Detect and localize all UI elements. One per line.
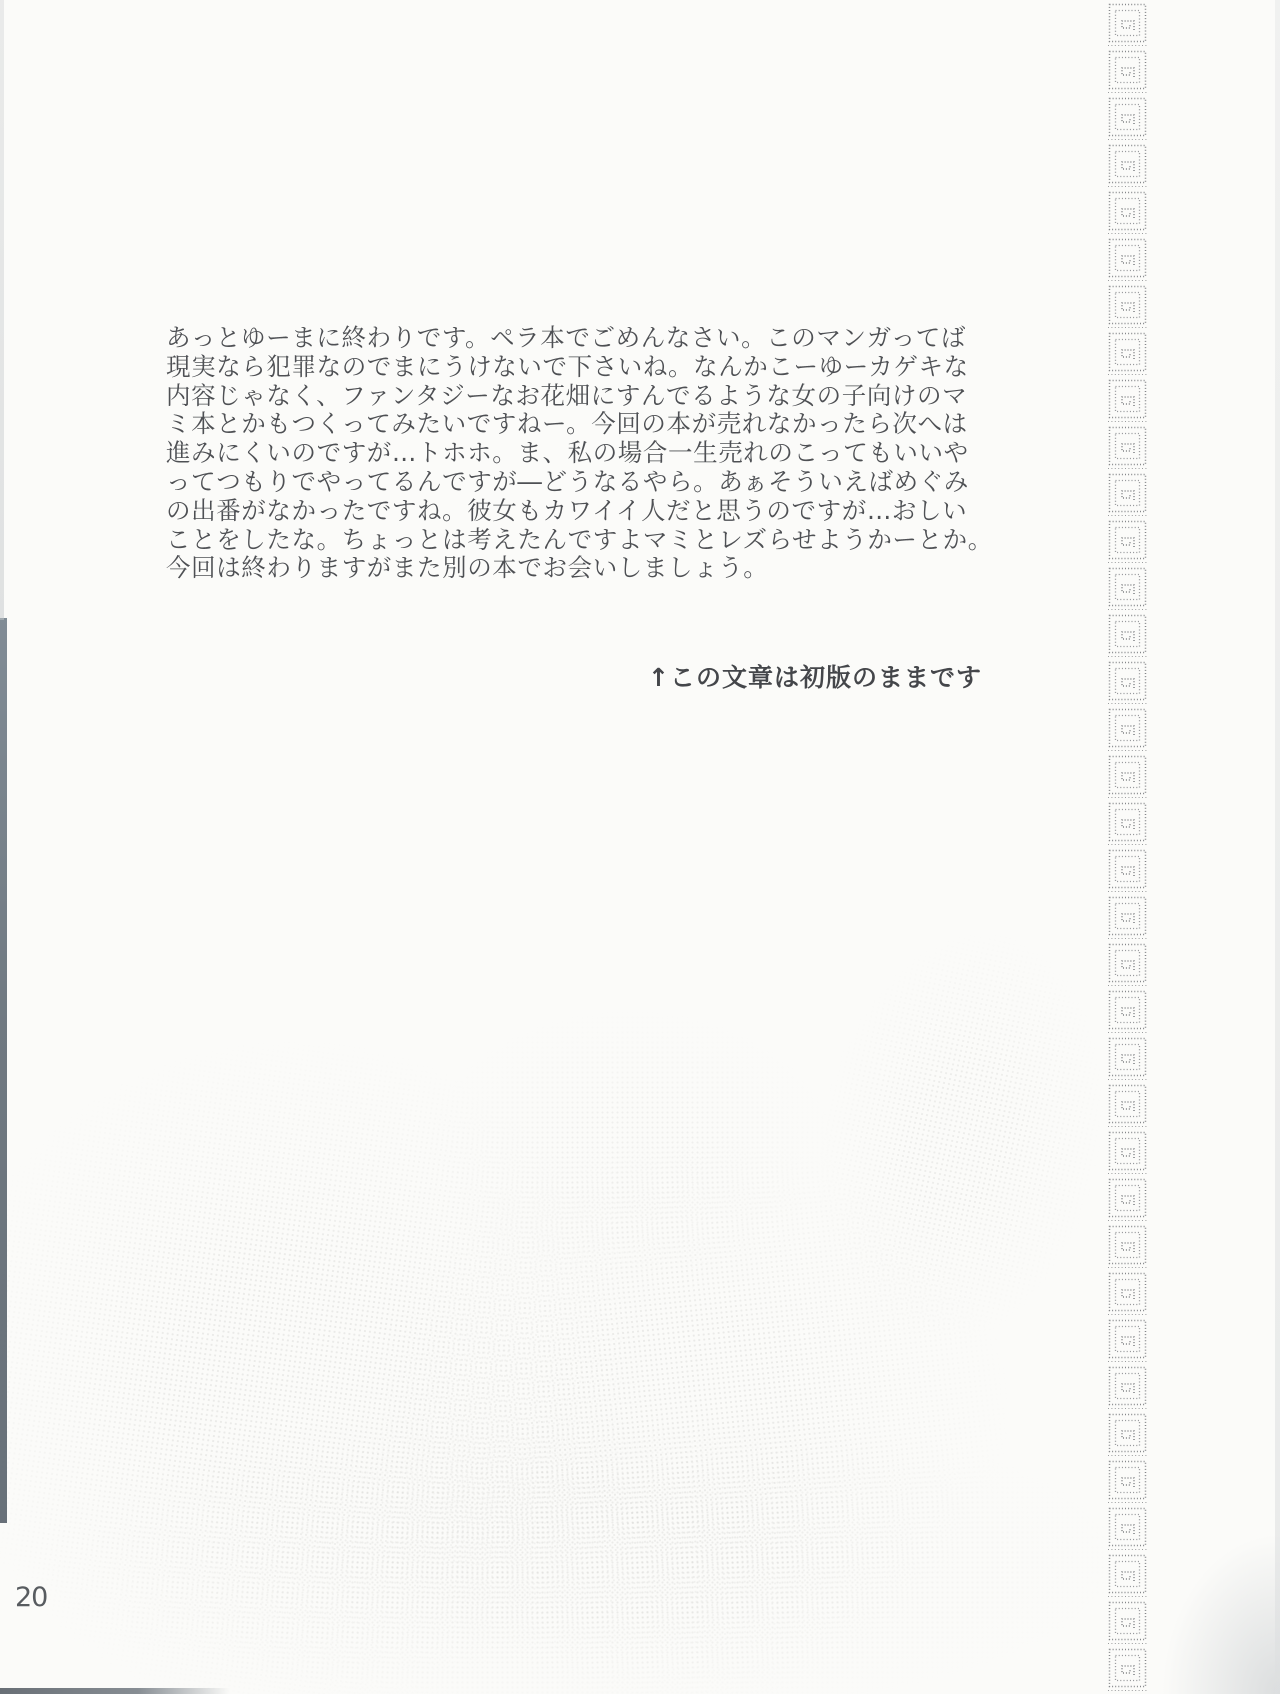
afterword-line: ってつもりでやってるんですが―どうなるやら。あぁそういえばめぐみ [166, 466, 969, 496]
afterword-line: ことをしたな。ちょっとは考えたんですよマミとレズらせようかーとか。 [166, 524, 993, 554]
afterword-line: 今回は終わりますがまた別の本でお会いしましょう。 [166, 553, 769, 583]
afterword-text [166, 324, 1036, 583]
afterword-line: 現実なら犯罪なのでまにうけないで下さいね。なんかこーゆーカゲキな [166, 351, 969, 381]
scan-edge-bottom [0, 1688, 230, 1694]
first-edition-note: ↑この文章は初版のままです [648, 663, 982, 692]
afterword-line: 内容じゃなく、ファンタジーなお花畑にすんでるような女の子向けのマ [166, 380, 968, 410]
scan-edge-right [1275, 0, 1280, 1694]
scan-corner-bottom-right [1140, 1504, 1280, 1694]
page-number: 20 [15, 1582, 48, 1613]
afterword-line: ミ本とかもつくってみたいですねー。今回の本が売れなかったら次へは [166, 409, 968, 439]
afterword-line: の出番がなかったですね。彼女もカワイイ人だと思うのですが…おしい [166, 495, 968, 525]
scan-edge-left-top [0, 0, 4, 620]
floral-watermark [420, 1010, 840, 1310]
floral-watermark [40, 1400, 1120, 1694]
afterword-line: 進みにくいのですが…トホホ。ま、私の場合一生売れのこってもいいや [166, 438, 969, 468]
afterword-line: あっとゆーまに終わりです。ペラ本でごめんなさい。このマンガってば [166, 323, 967, 352]
scan-edge-left [0, 618, 7, 1523]
meander-border-icon [1104, 0, 1151, 1694]
